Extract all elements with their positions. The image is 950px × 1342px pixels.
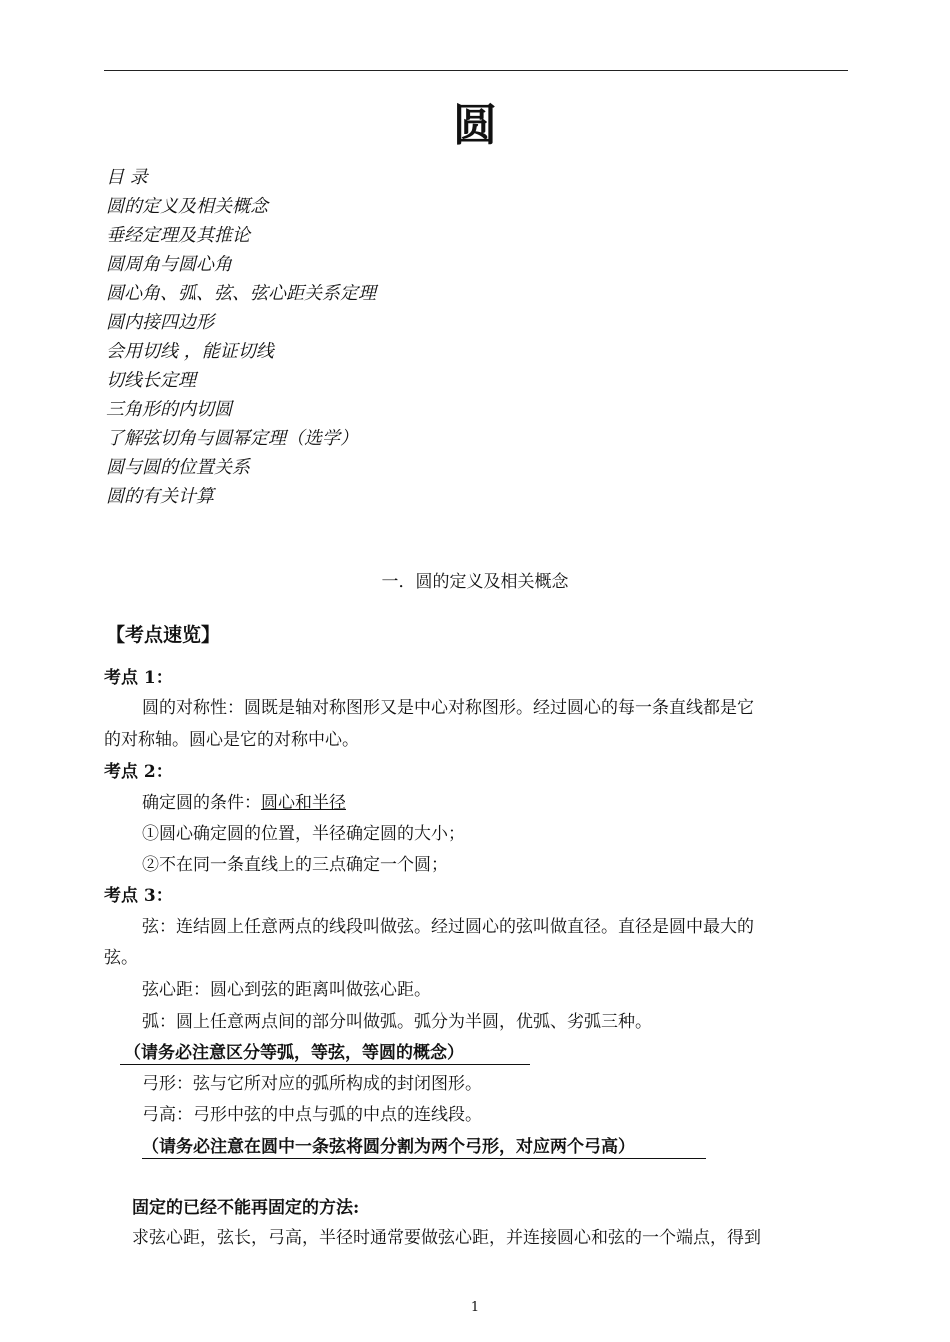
circle-condition <box>142 789 346 817</box>
note-underline <box>120 1064 530 1065</box>
toc-item[interactable]: 圆与圆的位置关系 <box>106 457 250 478</box>
symmetry-text-line-1: 圆的对称性：圆既是轴对称图形又是中心对称图形。经过圆心的每一条直线都是它 <box>142 698 754 718</box>
chord-definition-line-1: 弦：连结圆上任意两点的线段叫做弦。经过圆心的弦叫做直径。直径是圆中最大的 <box>142 917 754 937</box>
condition-item-2: ②不在同一条直线上的三点确定一个圆； <box>142 855 448 875</box>
section-title: 一．圆的定义及相关概念 <box>381 572 569 592</box>
toc-item[interactable]: 圆内接四边形 <box>106 312 214 333</box>
table-of-contents <box>106 163 376 511</box>
chord-definition-line-2: 弦。 <box>104 948 138 968</box>
key-point-3-label: 考点 3： <box>104 886 173 906</box>
toc-item[interactable]: 切线长定理 <box>106 370 196 391</box>
key-point-2-label: 考点 2： <box>104 762 173 782</box>
toc-item[interactable]: 会用切线 ，能证切线 <box>106 341 274 362</box>
toc-item[interactable]: 圆的有关计算 <box>106 486 214 507</box>
toc-item[interactable]: 了解弦切角与圆幂定理（选学） <box>106 428 358 449</box>
condition-item-1: ①圆心确定圆的位置，半径确定圆的大小； <box>142 824 465 844</box>
overview-heading: 【考点速览】 <box>106 624 221 646</box>
method-heading: 固定的已经不能再固定的方法: <box>132 1198 360 1218</box>
toc-item[interactable]: 圆的定义及相关概念 <box>106 196 268 217</box>
key-point-1-label: 考点 1： <box>104 668 173 688</box>
header-rule <box>104 70 848 71</box>
page-number: 1 <box>470 1300 480 1315</box>
toc-item[interactable]: 垂经定理及其推论 <box>106 225 250 246</box>
note-two-segments: （请务必注意在圆中一条弦将圆分割为两个弓形，对应两个弓高） <box>142 1137 635 1157</box>
note-equal-arcs: （请务必注意区分等弧，等弦，等圆的概念） <box>124 1043 464 1063</box>
symmetry-text-line-2: 的对称轴。圆心是它的对称中心。 <box>104 730 359 750</box>
method-text: 求弦心距，弦长，弓高，半径时通常要做弦心距，并连接圆心和弦的一个端点，得到 <box>132 1228 761 1248</box>
segment-definition: 弓形：弦与它所对应的弧所构成的封闭图形。 <box>142 1074 482 1094</box>
arc-definition: 弧：圆上任意两点间的部分叫做弧。弧分为半圆，优弧、劣弧三种。 <box>142 1012 652 1032</box>
toc-heading: 目 录 <box>106 167 148 188</box>
toc-item[interactable]: 圆周角与圆心角 <box>106 254 232 275</box>
toc-item[interactable]: 圆心角、弧、弦、弦心距关系定理 <box>106 283 376 304</box>
note-underline <box>142 1158 706 1159</box>
chord-distance-definition: 弦心距：圆心到弦的距离叫做弦心距。 <box>142 980 431 1000</box>
circle-condition-prefix: 确定圆的条件： <box>142 793 261 813</box>
document-title: 圆 <box>453 100 497 151</box>
segment-height-definition: 弓高：弓形中弦的中点与弧的中点的连线段。 <box>142 1105 482 1125</box>
circle-condition-value: 圆心和半径 <box>261 793 346 813</box>
toc-item[interactable]: 三角形的内切圆 <box>106 399 232 420</box>
